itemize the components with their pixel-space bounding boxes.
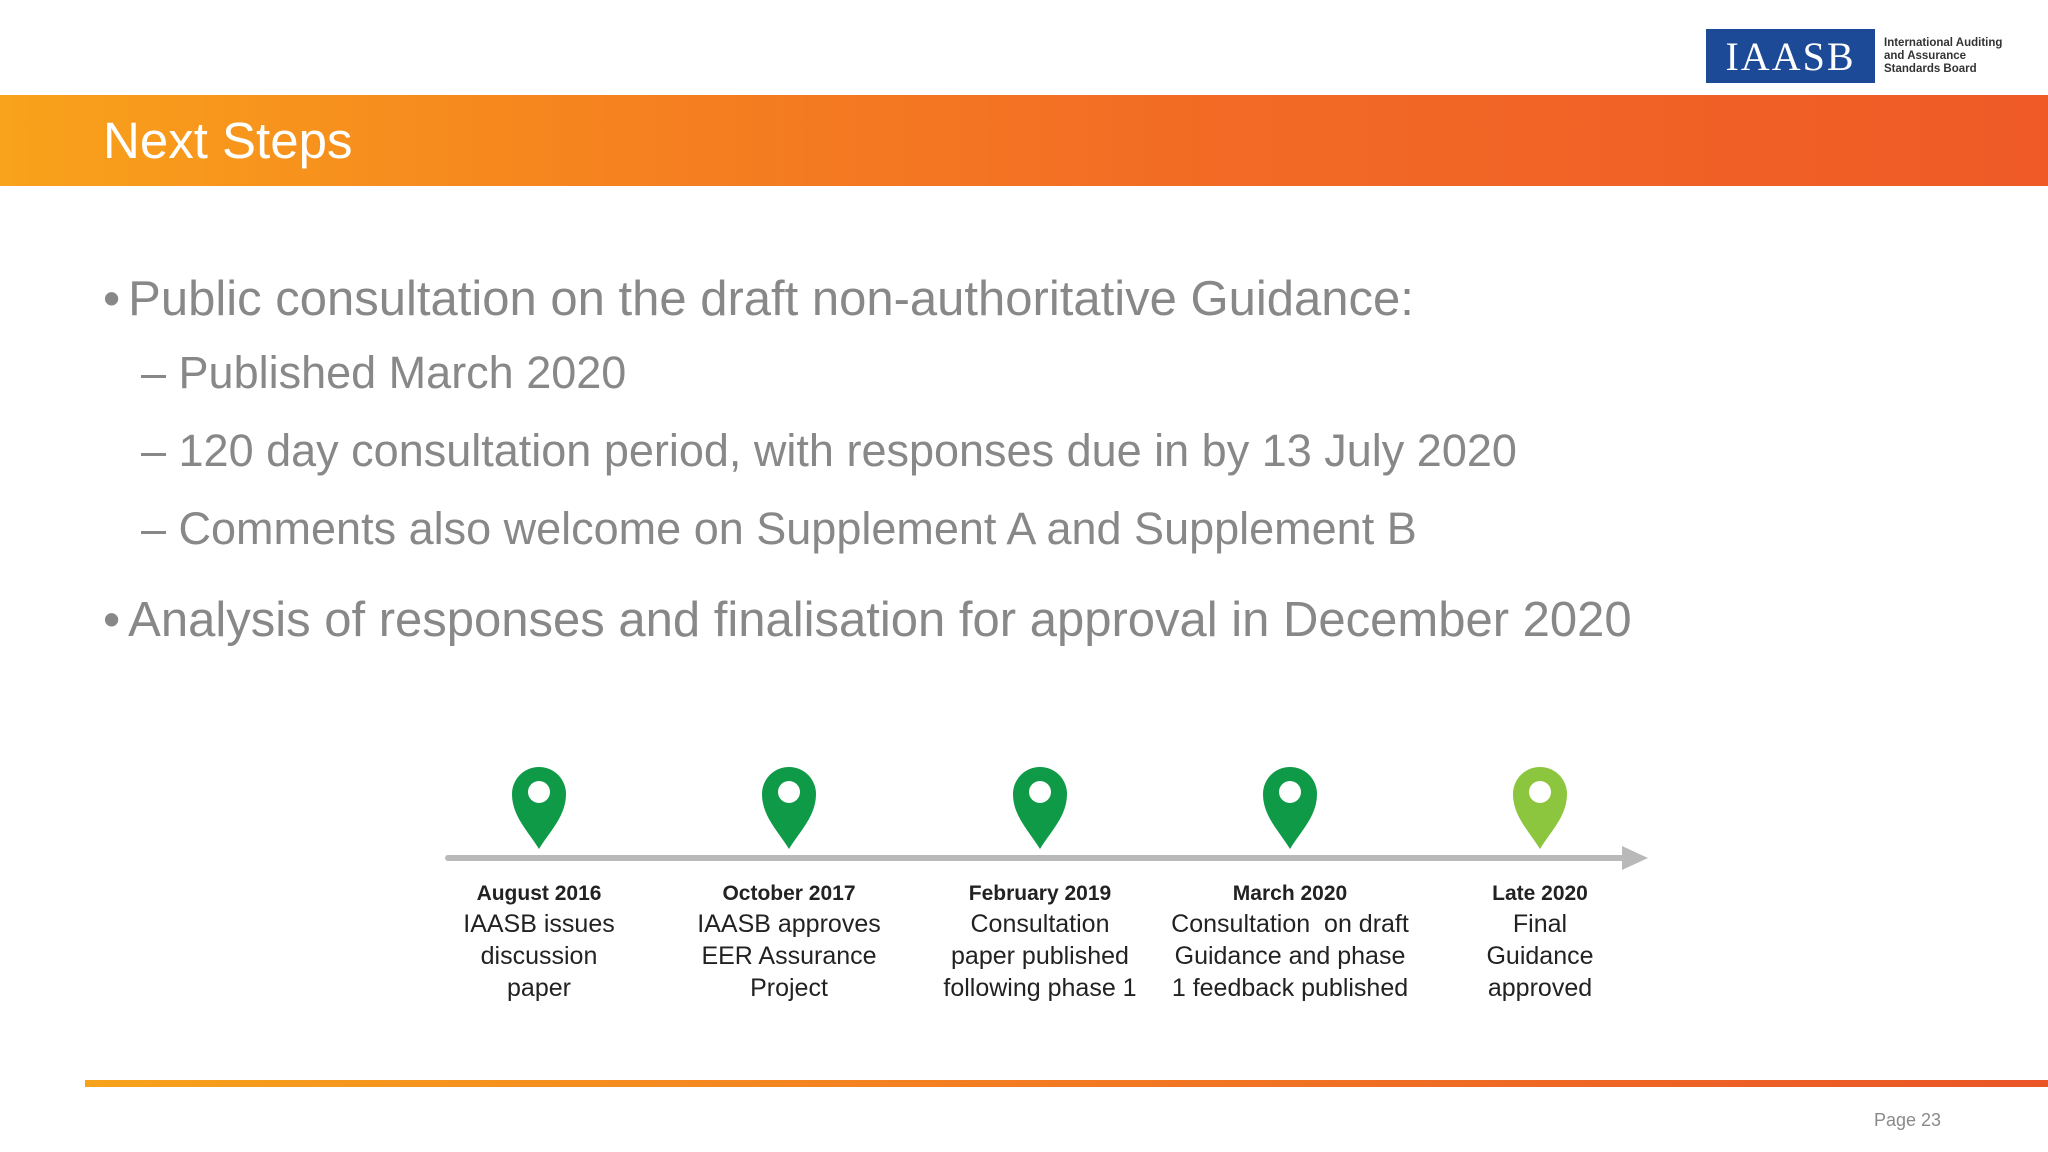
bullet-marker: • bbox=[103, 272, 121, 326]
stop-desc-line: IAASB issues bbox=[463, 910, 615, 938]
stop-desc-line: Consultation on draft bbox=[1171, 910, 1409, 938]
stop-desc-line: paper bbox=[507, 974, 571, 1002]
stop-date: February 2019 bbox=[968, 882, 1112, 905]
stop-desc-line: following phase 1 bbox=[943, 974, 1137, 1002]
sub-bullet-comments: – Comments also welcome on Supplement A and Supplement B bbox=[141, 503, 1417, 554]
bullet-text: Public consultation on the draft non-authoritative Guidance: bbox=[128, 272, 1414, 326]
stop-desc-line: EER Assurance bbox=[701, 942, 877, 970]
sub-bullet-published: – Published March 2020 bbox=[141, 347, 627, 398]
logo-acronym: IAASB bbox=[1706, 29, 1875, 83]
logo-line-2: and Assurance bbox=[1884, 49, 1967, 62]
stop-desc-line: paper published bbox=[951, 942, 1129, 970]
pin-icon bbox=[1263, 767, 1317, 849]
pin-icon bbox=[1013, 767, 1067, 849]
sub-bullet-consultation-period: – 120 day consultation period, with responses due in by 13 July 2020 bbox=[141, 425, 1517, 476]
logo-line-3: Standards Board bbox=[1884, 62, 1977, 75]
timeline-stop bbox=[429, 880, 649, 1004]
stop-desc-line: 1 feedback published bbox=[1171, 974, 1409, 1002]
stop-desc-line: Guidance bbox=[1486, 942, 1594, 970]
stop-desc-line: Guidance and phase bbox=[1174, 942, 1406, 970]
stop-desc-line: Project bbox=[750, 974, 828, 1002]
timeline-arrowhead bbox=[1622, 846, 1648, 870]
page-title: Next Steps bbox=[103, 112, 353, 169]
pin-icon bbox=[1513, 767, 1567, 849]
stop-date: August 2016 bbox=[476, 882, 602, 905]
stop-desc-line: approved bbox=[1487, 974, 1593, 1002]
page-number: Page 23 bbox=[1874, 1110, 1942, 1130]
stop-desc-line: Final bbox=[1512, 910, 1568, 938]
footer-divider bbox=[85, 1080, 2048, 1087]
timeline-stop bbox=[930, 880, 1150, 1004]
pin-icon bbox=[762, 767, 816, 849]
stop-desc-line: discussion bbox=[480, 942, 598, 970]
bullet-marker: • bbox=[103, 593, 121, 647]
stop-date: March 2020 bbox=[1232, 882, 1348, 905]
timeline-stop bbox=[679, 880, 899, 1004]
timeline-stop bbox=[1430, 880, 1650, 1004]
stop-desc-line: IAASB approves bbox=[697, 910, 881, 938]
stop-date: October 2017 bbox=[722, 882, 856, 905]
logo-line-1: International Auditing bbox=[1884, 36, 2003, 49]
timeline-stop bbox=[1170, 880, 1410, 1004]
pin-icon bbox=[512, 767, 566, 849]
stop-desc-line: Consultation bbox=[970, 910, 1110, 938]
stop-date: Late 2020 bbox=[1492, 882, 1588, 905]
bullet-text: Analysis of responses and finalisation for approval in December 2020 bbox=[128, 593, 1632, 647]
